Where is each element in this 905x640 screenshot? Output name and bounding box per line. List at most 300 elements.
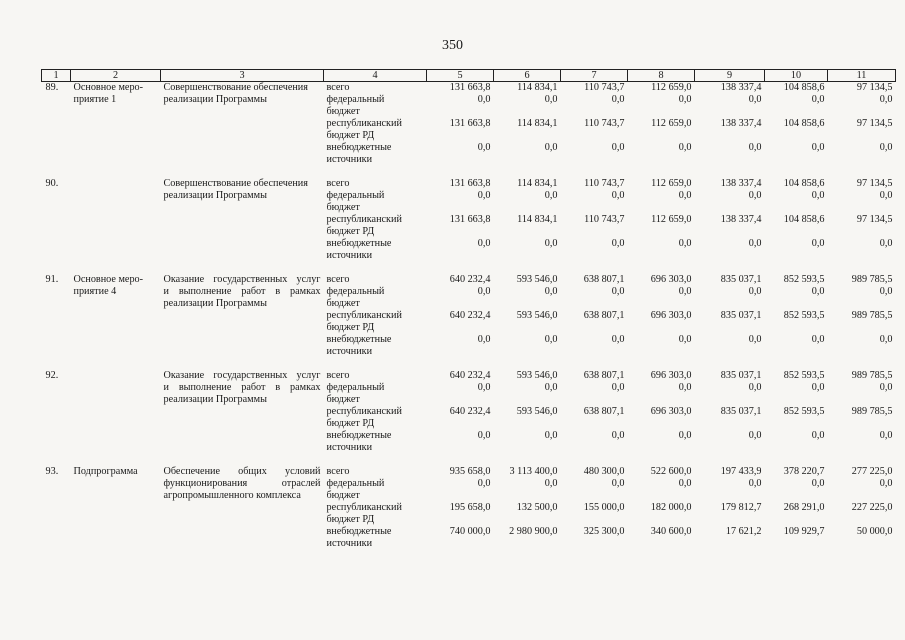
value-cell: 740 000,0	[449, 526, 491, 537]
value-cell: 138 337,4	[720, 82, 762, 93]
row-number	[42, 142, 71, 154]
value-cell: 935 658,0	[449, 466, 491, 477]
row-number: 90.	[45, 178, 59, 189]
row-number	[42, 310, 71, 322]
value-cell	[494, 154, 561, 166]
value-cell	[828, 250, 896, 262]
value-cell	[695, 226, 765, 238]
value-cell	[494, 250, 561, 262]
row-number	[42, 538, 71, 550]
table-row	[42, 286, 896, 298]
row-number	[42, 430, 71, 442]
funding-source: источники	[326, 538, 373, 549]
value-cell	[427, 106, 494, 118]
item-type	[71, 538, 161, 550]
value-cell: 989 785,5	[851, 406, 893, 417]
value-cell	[828, 106, 896, 118]
value-cell: 0,0	[748, 190, 762, 201]
item-type	[71, 310, 161, 322]
item-name: и выполнение работ в рамках	[163, 286, 321, 297]
value-cell: 0,0	[879, 478, 893, 489]
item-type	[71, 322, 161, 334]
row-number	[42, 406, 71, 418]
table-row	[42, 430, 896, 442]
row-number	[42, 118, 71, 130]
funding-source: федеральный	[326, 94, 385, 105]
table-row	[42, 154, 896, 166]
value-cell: 835 037,1	[720, 370, 762, 381]
value-cell	[561, 514, 628, 526]
value-cell	[561, 490, 628, 502]
value-cell: 640 232,4	[449, 274, 491, 285]
item-name	[161, 538, 324, 550]
table-row	[42, 406, 896, 418]
row-number	[42, 418, 71, 430]
value-cell	[765, 106, 828, 118]
budget-table	[41, 69, 896, 550]
item-type	[71, 406, 161, 418]
value-cell: 696 303,0	[650, 310, 692, 321]
row-number	[42, 286, 71, 298]
value-cell	[494, 514, 561, 526]
row-number	[42, 526, 71, 538]
value-cell	[765, 202, 828, 214]
value-cell	[628, 130, 695, 142]
funding-source: бюджет РД	[326, 418, 375, 429]
value-cell	[765, 442, 828, 454]
funding-source: бюджет РД	[326, 130, 375, 141]
item-type	[71, 178, 161, 190]
funding-source: федеральный	[326, 478, 385, 489]
value-cell	[494, 346, 561, 358]
value-cell	[765, 250, 828, 262]
value-cell	[765, 394, 828, 406]
row-number	[42, 298, 71, 310]
value-cell: 0,0	[748, 430, 762, 441]
spacer-cell	[42, 454, 896, 466]
item-name	[161, 130, 324, 142]
table-row	[42, 250, 896, 262]
item-type	[71, 142, 161, 154]
value-cell	[828, 514, 896, 526]
value-cell: 0,0	[477, 94, 491, 105]
value-cell: 0,0	[748, 142, 762, 153]
item-name	[161, 526, 324, 538]
value-cell: 640 232,4	[449, 406, 491, 417]
column-number-row	[42, 70, 896, 82]
value-cell: 104 858,6	[783, 178, 825, 189]
value-cell: 640 232,4	[449, 310, 491, 321]
table-row	[42, 190, 896, 202]
value-cell	[695, 514, 765, 526]
value-cell	[494, 418, 561, 430]
table-row	[42, 394, 896, 406]
value-cell: 0,0	[611, 334, 625, 345]
value-cell: 593 546,0	[516, 406, 558, 417]
row-number	[42, 382, 71, 394]
value-cell: 0,0	[477, 334, 491, 345]
item-name: Оказание государственных услуг	[163, 370, 321, 381]
item-type	[71, 346, 161, 358]
value-cell: 110 743,7	[584, 178, 625, 189]
item-name	[161, 322, 324, 334]
value-cell: 97 134,5	[856, 118, 893, 129]
value-cell	[494, 298, 561, 310]
value-cell	[695, 442, 765, 454]
value-cell	[494, 394, 561, 406]
value-cell	[765, 130, 828, 142]
value-cell: 0,0	[879, 190, 893, 201]
funding-source: источники	[326, 346, 373, 357]
column-header: 8	[628, 70, 695, 82]
item-type	[71, 214, 161, 226]
value-cell: 0,0	[748, 94, 762, 105]
value-cell: 114 834,1	[517, 214, 558, 225]
funding-source: федеральный	[326, 382, 385, 393]
funding-source: всего	[326, 274, 350, 285]
value-cell: 138 337,4	[720, 178, 762, 189]
value-cell: 0,0	[477, 478, 491, 489]
value-cell: 593 546,0	[516, 370, 558, 381]
value-cell: 0,0	[544, 94, 558, 105]
item-name: и выполнение работ в рамках	[163, 382, 321, 393]
value-cell: 3 113 400,0	[509, 466, 558, 477]
value-cell	[628, 226, 695, 238]
value-cell: 268 291,0	[783, 502, 825, 513]
value-cell: 112 659,0	[651, 82, 692, 93]
value-cell	[561, 394, 628, 406]
value-cell	[765, 226, 828, 238]
value-cell: 0,0	[678, 142, 692, 153]
item-name: Оказание государственных услуг	[163, 274, 321, 285]
funding-source: внебюджетные	[326, 334, 392, 345]
value-cell: 131 663,8	[449, 118, 491, 129]
value-cell: 852 593,5	[783, 274, 825, 285]
item-type	[71, 442, 161, 454]
column-header: 11	[828, 70, 896, 82]
item-name: агропромышленного комплекса	[163, 490, 301, 501]
table-row	[42, 238, 896, 250]
item-name	[161, 106, 324, 118]
row-number	[42, 154, 71, 166]
item-name	[161, 202, 324, 214]
value-cell: 0,0	[678, 286, 692, 297]
value-cell: 638 807,1	[583, 310, 625, 321]
value-cell: 0,0	[879, 430, 893, 441]
value-cell	[427, 442, 494, 454]
value-cell: 835 037,1	[720, 406, 762, 417]
value-cell	[828, 322, 896, 334]
value-cell	[828, 442, 896, 454]
spacer-cell	[42, 166, 896, 178]
value-cell: 0,0	[678, 94, 692, 105]
item-name	[161, 238, 324, 250]
row-number	[42, 94, 71, 106]
table-row	[42, 478, 896, 490]
value-cell: 0,0	[879, 142, 893, 153]
value-cell	[695, 202, 765, 214]
value-cell: 989 785,5	[851, 310, 893, 321]
value-cell	[628, 106, 695, 118]
item-name	[161, 502, 324, 514]
spacer-cell	[42, 358, 896, 370]
value-cell	[828, 346, 896, 358]
value-cell	[561, 418, 628, 430]
value-cell	[828, 154, 896, 166]
value-cell: 0,0	[879, 334, 893, 345]
value-cell: 114 834,1	[517, 82, 558, 93]
value-cell: 0,0	[611, 190, 625, 201]
value-cell	[695, 394, 765, 406]
value-cell: 638 807,1	[583, 406, 625, 417]
value-cell	[628, 346, 695, 358]
item-name: реализации Программы	[163, 94, 267, 105]
table-row	[42, 418, 896, 430]
value-cell	[628, 202, 695, 214]
funding-source: всего	[326, 370, 350, 381]
funding-source: республиканский	[326, 118, 402, 129]
value-cell: 0,0	[811, 238, 825, 249]
item-type	[71, 526, 161, 538]
value-cell: 0,0	[544, 142, 558, 153]
item-name	[161, 430, 324, 442]
value-cell: 593 546,0	[516, 310, 558, 321]
value-cell	[427, 322, 494, 334]
value-cell: 0,0	[748, 382, 762, 393]
value-cell	[695, 106, 765, 118]
value-cell: 0,0	[611, 142, 625, 153]
value-cell	[427, 418, 494, 430]
value-cell: 0,0	[477, 286, 491, 297]
table-row	[42, 322, 896, 334]
funding-source: всего	[326, 466, 350, 477]
value-cell	[494, 226, 561, 238]
item-name	[161, 418, 324, 430]
value-cell: 0,0	[811, 94, 825, 105]
value-cell: 0,0	[879, 286, 893, 297]
item-name: Обеспечение общих условий	[163, 466, 321, 477]
value-cell	[427, 514, 494, 526]
item-name	[161, 406, 324, 418]
value-cell: 325 300,0	[583, 526, 625, 537]
value-cell: 0,0	[879, 382, 893, 393]
block-spacer	[42, 262, 896, 274]
item-type: Подпрограмма	[73, 466, 138, 477]
value-cell: 593 546,0	[516, 274, 558, 285]
value-cell	[427, 226, 494, 238]
value-cell	[494, 442, 561, 454]
column-header: 9	[695, 70, 765, 82]
funding-source: республиканский	[326, 214, 402, 225]
value-cell	[765, 514, 828, 526]
value-cell	[427, 346, 494, 358]
funding-source: федеральный	[326, 286, 385, 297]
row-number	[42, 238, 71, 250]
funding-source: внебюджетные	[326, 526, 392, 537]
funding-source: республиканский	[326, 310, 402, 321]
value-cell: 0,0	[611, 478, 625, 489]
value-cell: 0,0	[544, 382, 558, 393]
value-cell: 0,0	[544, 334, 558, 345]
value-cell	[765, 298, 828, 310]
row-number	[42, 394, 71, 406]
item-name: Совершенствование обеспечения	[163, 82, 308, 93]
item-type	[71, 490, 161, 502]
table-row	[42, 382, 896, 394]
value-cell	[561, 226, 628, 238]
table-row	[42, 82, 896, 95]
value-cell: 0,0	[748, 478, 762, 489]
value-cell: 110 743,7	[584, 82, 625, 93]
table-row	[42, 94, 896, 106]
value-cell	[427, 394, 494, 406]
value-cell	[494, 106, 561, 118]
value-cell	[628, 154, 695, 166]
item-name: реализации Программы	[163, 394, 267, 405]
value-cell: 0,0	[678, 334, 692, 345]
row-number	[42, 490, 71, 502]
table-row	[42, 142, 896, 154]
item-type	[71, 418, 161, 430]
table-row	[42, 502, 896, 514]
item-name: функционирования отраслей	[163, 478, 321, 489]
item-name	[161, 154, 324, 166]
value-cell	[765, 418, 828, 430]
value-cell: 696 303,0	[650, 406, 692, 417]
item-name	[161, 346, 324, 358]
funding-source: внебюджетные	[326, 142, 392, 153]
value-cell	[695, 346, 765, 358]
item-name	[161, 142, 324, 154]
row-number: 91.	[45, 274, 59, 285]
value-cell	[561, 538, 628, 550]
value-cell: 0,0	[611, 382, 625, 393]
item-type	[71, 430, 161, 442]
value-cell: 0,0	[544, 286, 558, 297]
value-cell: 0,0	[811, 478, 825, 489]
column-header: 7	[561, 70, 628, 82]
item-type	[71, 394, 161, 406]
value-cell	[828, 538, 896, 550]
value-cell: 0,0	[611, 430, 625, 441]
row-number	[42, 250, 71, 262]
value-cell: 112 659,0	[651, 178, 692, 189]
item-name	[161, 334, 324, 346]
funding-source: бюджет	[326, 106, 360, 117]
value-cell: 0,0	[477, 430, 491, 441]
value-cell: 0,0	[678, 430, 692, 441]
column-header: 4	[324, 70, 427, 82]
value-cell	[494, 490, 561, 502]
value-cell: 989 785,5	[851, 274, 893, 285]
value-cell	[561, 322, 628, 334]
item-name: Совершенствование обеспечения	[163, 178, 308, 189]
table-row	[42, 106, 896, 118]
block-spacer	[42, 166, 896, 178]
value-cell: 50 000,0	[856, 526, 893, 537]
value-cell: 0,0	[678, 478, 692, 489]
table-row	[42, 298, 896, 310]
table-row	[42, 202, 896, 214]
item-type	[71, 478, 161, 490]
item-type: Основное меро-	[73, 274, 144, 285]
funding-source: бюджет	[326, 394, 360, 405]
funding-source: бюджет РД	[326, 226, 375, 237]
value-cell: 197 433,9	[720, 466, 762, 477]
row-number	[42, 346, 71, 358]
value-cell	[561, 346, 628, 358]
value-cell	[561, 202, 628, 214]
table-row	[42, 214, 896, 226]
value-cell	[828, 418, 896, 430]
funding-source: всего	[326, 178, 350, 189]
table-row	[42, 178, 896, 190]
value-cell: 852 593,5	[783, 370, 825, 381]
row-number	[42, 130, 71, 142]
value-cell: 0,0	[811, 286, 825, 297]
value-cell: 104 858,6	[783, 214, 825, 225]
value-cell: 131 663,8	[449, 178, 491, 189]
row-number	[42, 202, 71, 214]
item-name	[161, 310, 324, 322]
row-number	[42, 514, 71, 526]
value-cell: 155 000,0	[583, 502, 625, 513]
block-spacer	[42, 358, 896, 370]
value-cell	[828, 130, 896, 142]
value-cell: 97 134,5	[856, 178, 893, 189]
value-cell: 109 929,7	[783, 526, 825, 537]
value-cell	[427, 298, 494, 310]
table-row	[42, 490, 896, 502]
value-cell: 638 807,1	[583, 370, 625, 381]
value-cell: 0,0	[611, 94, 625, 105]
value-cell: 2 980 900,0	[509, 526, 558, 537]
value-cell	[561, 442, 628, 454]
column-header: 1	[42, 70, 71, 82]
value-cell	[628, 538, 695, 550]
value-cell	[828, 202, 896, 214]
row-number	[42, 442, 71, 454]
item-type	[71, 154, 161, 166]
value-cell	[765, 154, 828, 166]
value-cell	[765, 490, 828, 502]
value-cell	[494, 130, 561, 142]
value-cell	[828, 394, 896, 406]
value-cell: 0,0	[477, 382, 491, 393]
value-cell: 179 812,7	[720, 502, 762, 513]
value-cell: 195 658,0	[449, 502, 491, 513]
table-row	[42, 538, 896, 550]
value-cell	[828, 226, 896, 238]
value-cell	[628, 490, 695, 502]
funding-source: бюджет	[326, 202, 360, 213]
funding-source: республиканский	[326, 406, 402, 417]
value-cell	[427, 538, 494, 550]
value-cell: 114 834,1	[517, 118, 558, 129]
value-cell: 0,0	[748, 286, 762, 297]
value-cell: 989 785,5	[851, 370, 893, 381]
value-cell	[765, 538, 828, 550]
item-type: приятие 1	[73, 94, 117, 105]
item-name	[161, 118, 324, 130]
item-type	[71, 502, 161, 514]
value-cell: 112 659,0	[651, 118, 692, 129]
value-cell: 522 600,0	[650, 466, 692, 477]
value-cell: 835 037,1	[720, 274, 762, 285]
value-cell: 114 834,1	[517, 178, 558, 189]
value-cell	[427, 202, 494, 214]
item-type: Основное меро-	[73, 82, 144, 93]
